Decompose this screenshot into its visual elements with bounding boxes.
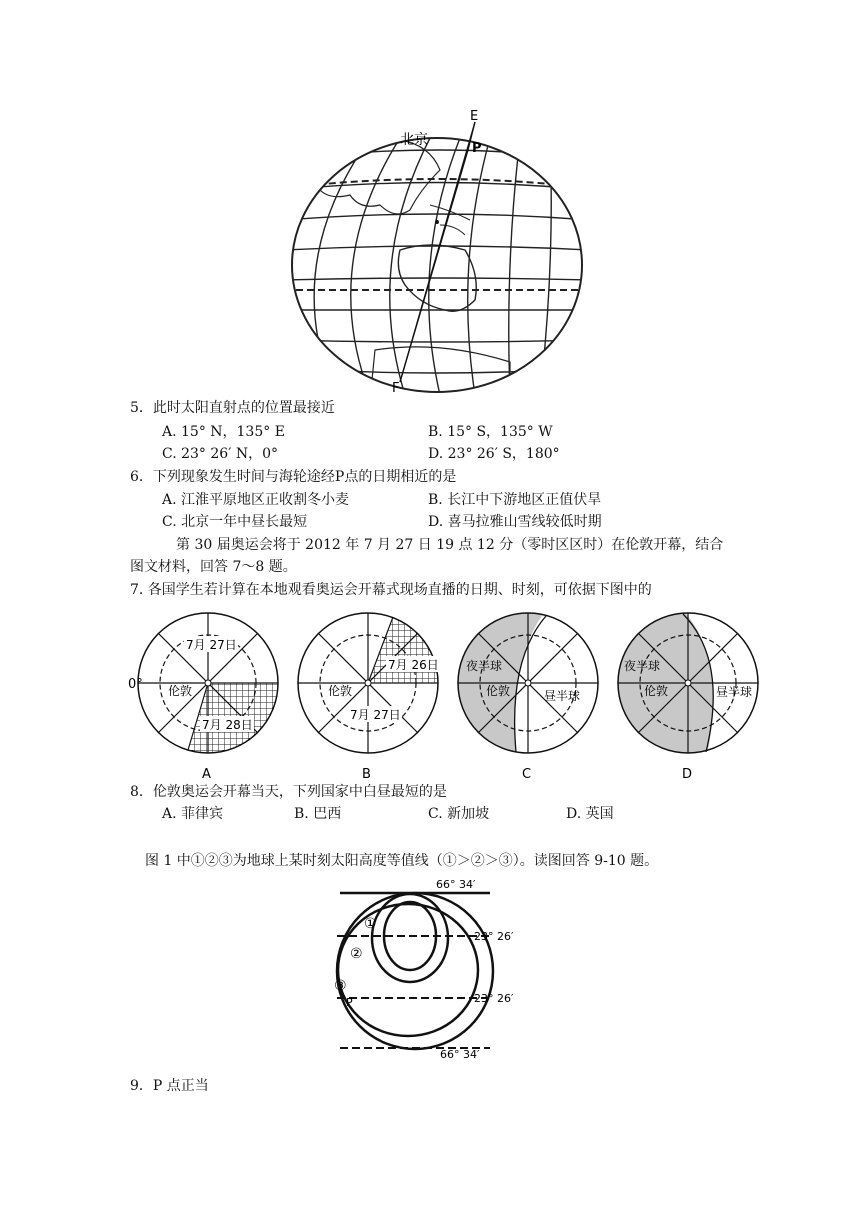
diagram-d-city: 伦敦 (644, 684, 669, 698)
q5-option-d[interactable]: D. 23° 26′ S，180° (428, 446, 560, 462)
diagram-a-date-top: 7月 27日 (186, 638, 237, 652)
diagram-b[interactable] (298, 613, 440, 782)
q5-option-a[interactable]: A. 15° N，135° E (162, 424, 285, 440)
q5-option-b[interactable]: B. 15° S，135° W (428, 424, 553, 440)
diagram-a[interactable] (128, 613, 278, 782)
intro-9-10: 图 1 中①②③为地球上某时刻太阳高度等值线（①＞②＞③）。读图回答 9-10 题。 (145, 853, 659, 869)
q7-stem: 7. 各国学生若计算在本地观看奥运会开幕式现场直播的日期、时刻，可依据下图中的 (130, 582, 652, 598)
q6-option-d[interactable]: D. 喜马拉雅山雪线较低时期 (428, 514, 602, 530)
globe-label-e: E (470, 109, 479, 124)
diagram-d-night: 夜半球 (624, 659, 661, 673)
fig1-contour-2: ② (350, 946, 363, 962)
globe-label-beijing: 北京 (400, 132, 428, 148)
diagram-d[interactable] (618, 610, 758, 782)
diagram-c-day: 昼半球 (544, 689, 581, 703)
diagram-c-caption: C (522, 767, 532, 782)
diagram-c-night: 夜半球 (466, 659, 503, 673)
diagram-b-caption: B (362, 767, 371, 782)
globe-label-p: P (472, 141, 482, 156)
fig1-lat-bottom: 66° 34′ (440, 1048, 480, 1061)
intro-7-8-line1: 第 30 届奥运会将于 2012 年 7 月 27 日 19 点 12 分（零时区区时）在伦敦开幕，结合 (176, 537, 724, 553)
q9-stem: 9．P 点正当 (130, 1078, 209, 1094)
q6-option-c[interactable]: C. 北京一年中昼长最短 (162, 514, 308, 530)
fig1-contour-3: ③ (334, 978, 347, 994)
q6-option-b[interactable]: B. 长江中下游地区正值伏旱 (428, 492, 602, 508)
q8-option-d[interactable]: D. 英国 (566, 806, 614, 822)
q6-option-a[interactable]: A. 江淮平原地区正收割冬小麦 (162, 492, 350, 508)
q8-option-b[interactable]: B. 巴西 (294, 806, 342, 822)
diagram-a-meridian: 0° (128, 677, 143, 692)
diagram-a-city: 伦敦 (168, 684, 193, 698)
figure-1 (310, 878, 550, 1064)
fig1-lat-n: 23° 26′ (474, 930, 514, 943)
q7-diagrams (128, 600, 768, 782)
diagram-d-day: 昼半球 (716, 685, 753, 699)
q8-stem: 8．伦敦奥运会开幕当天，下列国家中白昼最短的是 (130, 784, 447, 800)
q8-option-c[interactable]: C. 新加坡 (428, 806, 490, 822)
fig1-contour-1: ① (364, 916, 377, 932)
diagram-a-date-bottom: 7月 28日 (202, 718, 253, 732)
diagram-d-caption: D (682, 767, 693, 782)
diagram-c-city: 伦敦 (486, 684, 511, 698)
globe-label-f: F (392, 381, 400, 396)
diagram-c[interactable] (458, 610, 598, 782)
fig1-lat-s: 23° 26′ (474, 992, 514, 1005)
intro-7-8-line2: 图文材料，回答 7～8 题。 (130, 559, 297, 575)
diagram-b-date-bottom: 7月 27日 (350, 708, 401, 722)
q8-option-a[interactable]: A. 菲律宾 (162, 806, 224, 822)
q6-stem: 6．下列现象发生时间与海轮途经P点的日期相近的是 (130, 469, 457, 485)
q5-stem: 5．此时太阳直射点的位置最接近 (130, 400, 335, 416)
fig1-point-p: P (346, 996, 353, 1009)
diagram-b-date-top: 7月 26日 (388, 658, 439, 672)
fig1-lat-top: 66° 34′ (436, 878, 476, 891)
diagram-a-caption: A (202, 767, 211, 782)
q5-option-c[interactable]: C. 23° 26′ N，0° (162, 446, 278, 462)
globe-figure (280, 100, 600, 400)
diagram-b-city: 伦敦 (328, 684, 353, 698)
